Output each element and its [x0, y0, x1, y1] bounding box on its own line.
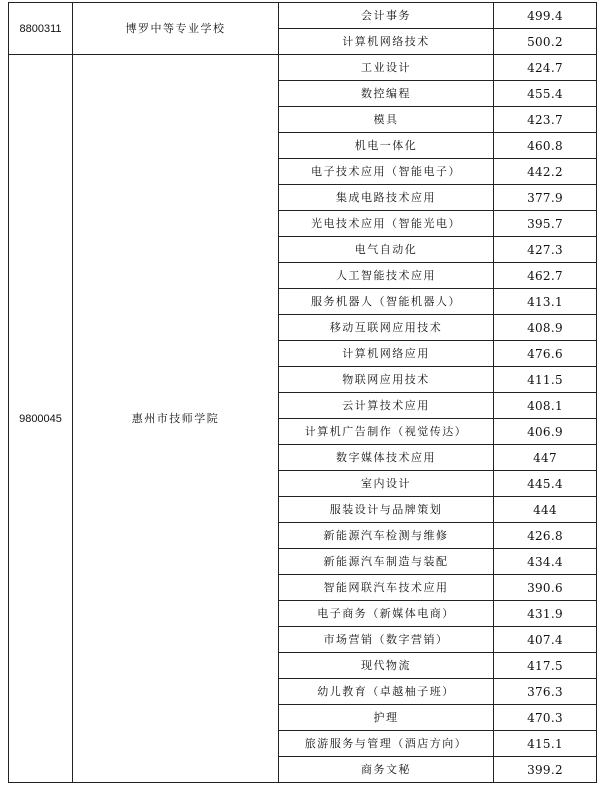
score-cell: 377.9 — [494, 185, 597, 211]
school-name-cell: 惠州市技师学院 — [73, 55, 279, 783]
score-cell: 442.2 — [494, 159, 597, 185]
major-name-cell: 智能网联汽车技术应用 — [279, 575, 494, 601]
score-cell: 417.5 — [494, 653, 597, 679]
major-name-cell: 新能源汽车检测与维修 — [279, 523, 494, 549]
major-name-cell: 云计算技术应用 — [279, 393, 494, 419]
major-name-cell: 服装设计与品牌策划 — [279, 497, 494, 523]
major-name-cell: 服务机器人（智能机器人） — [279, 289, 494, 315]
major-name-cell: 移动互联网应用技术 — [279, 315, 494, 341]
score-cell: 424.7 — [494, 55, 597, 81]
major-name-cell: 集成电路技术应用 — [279, 185, 494, 211]
score-cell: 390.6 — [494, 575, 597, 601]
table-row — [9, 3, 597, 29]
score-cell: 431.9 — [494, 601, 597, 627]
score-cell: 460.8 — [494, 133, 597, 159]
score-cell: 376.3 — [494, 679, 597, 705]
score-cell: 408.1 — [494, 393, 597, 419]
major-name-cell: 计算机网络技术 — [279, 29, 494, 55]
major-name-cell: 护理 — [279, 705, 494, 731]
major-name-cell: 模具 — [279, 107, 494, 133]
major-name-cell: 现代物流 — [279, 653, 494, 679]
major-name-cell: 数控编程 — [279, 81, 494, 107]
table-row — [9, 55, 597, 81]
major-name-cell: 电气自动化 — [279, 237, 494, 263]
score-cell: 462.7 — [494, 263, 597, 289]
major-name-cell: 商务文秘 — [279, 757, 494, 783]
major-name-cell: 电子商务（新媒体电商） — [279, 601, 494, 627]
major-name-cell: 室内设计 — [279, 471, 494, 497]
score-cell: 413.1 — [494, 289, 597, 315]
table-body — [9, 3, 597, 783]
major-name-cell: 数字媒体技术应用 — [279, 445, 494, 471]
score-cell: 423.7 — [494, 107, 597, 133]
score-cell: 447 — [494, 445, 597, 471]
score-cell: 426.8 — [494, 523, 597, 549]
score-cell: 476.6 — [494, 341, 597, 367]
score-cell: 415.1 — [494, 731, 597, 757]
score-cell: 500.2 — [494, 29, 597, 55]
score-cell: 427.3 — [494, 237, 597, 263]
score-cell: 411.5 — [494, 367, 597, 393]
major-name-cell: 机电一体化 — [279, 133, 494, 159]
score-cell: 406.9 — [494, 419, 597, 445]
major-name-cell: 电子技术应用（智能电子） — [279, 159, 494, 185]
school-name-cell: 博罗中等专业学校 — [73, 3, 279, 55]
major-name-cell: 光电技术应用（智能光电） — [279, 211, 494, 237]
score-cell: 455.4 — [494, 81, 597, 107]
major-name-cell: 市场营销（数字营销） — [279, 627, 494, 653]
major-name-cell: 旅游服务与管理（酒店方向） — [279, 731, 494, 757]
major-name-cell: 幼儿教育（卓越柚子班） — [279, 679, 494, 705]
major-name-cell: 新能源汽车制造与装配 — [279, 549, 494, 575]
major-name-cell: 工业设计 — [279, 55, 494, 81]
school-code-cell: 9800045 — [9, 55, 73, 783]
score-cell: 444 — [494, 497, 597, 523]
school-code-cell: 8800311 — [9, 3, 73, 55]
score-cell: 470.3 — [494, 705, 597, 731]
admission-score-table — [8, 2, 597, 783]
score-cell: 408.9 — [494, 315, 597, 341]
major-name-cell: 人工智能技术应用 — [279, 263, 494, 289]
major-name-cell: 计算机网络应用 — [279, 341, 494, 367]
score-cell: 434.4 — [494, 549, 597, 575]
major-name-cell: 计算机广告制作（视觉传达） — [279, 419, 494, 445]
score-cell: 445.4 — [494, 471, 597, 497]
major-name-cell: 会计事务 — [279, 3, 494, 29]
score-cell: 499.4 — [494, 3, 597, 29]
score-cell: 395.7 — [494, 211, 597, 237]
major-name-cell: 物联网应用技术 — [279, 367, 494, 393]
score-cell: 399.2 — [494, 757, 597, 783]
score-cell: 407.4 — [494, 627, 597, 653]
